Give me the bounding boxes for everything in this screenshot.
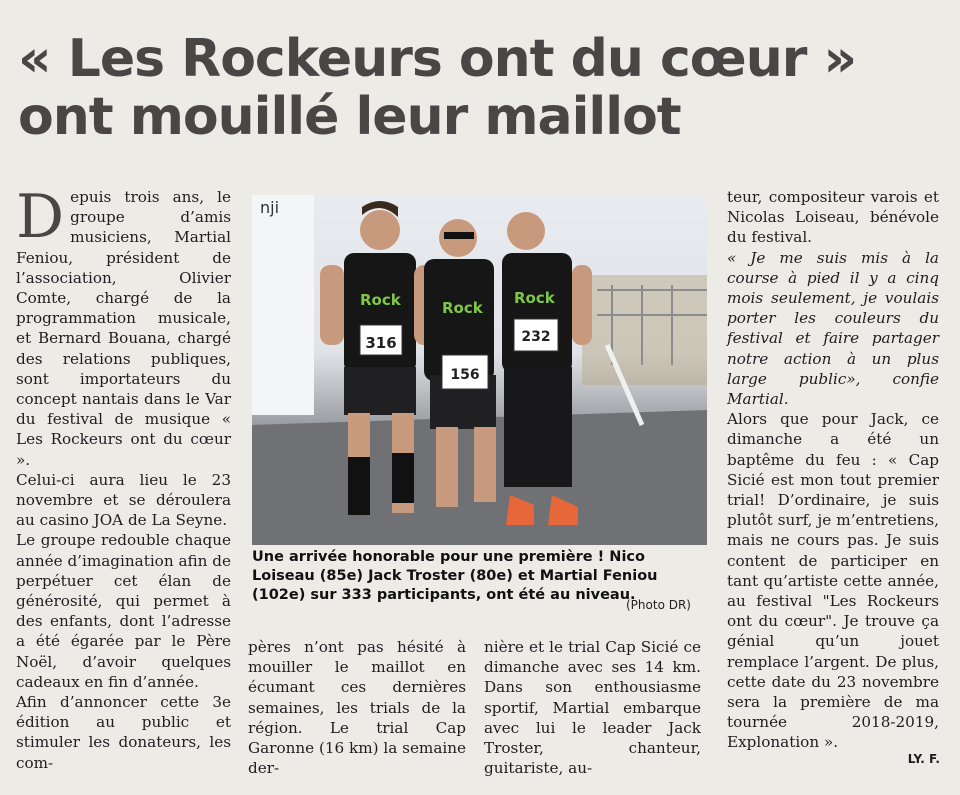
shirt-text-right: Rock xyxy=(514,289,555,307)
shirt-text-middle: Rock xyxy=(442,299,483,317)
bib-number-middle: 156 xyxy=(450,367,480,383)
paragraph-intro-text: epuis trois ans, le groupe d’amis musiciens, Martial Feniou, président de l’association, Olivier Comte, chargé de la programmation musicale, et Bernard Bouana, chargé des relations publiques, sont importateurs du concept nantais dans le Var du festival de musique « Les Rockeurs ont du cœur ». xyxy=(16,188,231,469)
article-column-1 xyxy=(16,182,231,773)
article-column-4 xyxy=(727,187,939,753)
paragraph-date: Celui-ci aura lieu le 23 novembre et se déroulera au casino JOA de La Seyne. xyxy=(16,470,231,530)
shirt-text-left: Rock xyxy=(360,291,401,309)
paragraph-intro xyxy=(16,182,231,470)
dropcap: D xyxy=(16,182,65,252)
bib-number-right: 232 xyxy=(521,329,551,345)
photo-caption: Une arrivée honorable pour une première ! Nico Loiseau (85e) Jack Troster (80e) et Martial Feniou (102e) sur 333 participants, ont été au niveau. xyxy=(252,549,658,603)
paragraph-group: Le groupe redouble chaque année d’imagination afin de perpétuer cet élan de générosité, qui permet à des enfants, dont l’adresse a été égarée par le Père Noël, d’avoir quelques cadeaux en fin d’année. xyxy=(16,531,231,691)
quote-martial: « Je me suis mis à la course à pied il y a cinq mois seulement, je voulais porter les couleurs du festival et faire partager notre action à un plus large public», confie Martial. xyxy=(727,248,939,409)
paragraph-edition: Afin d’annoncer cette 3e édition au public et stimuler les donateurs, les com- xyxy=(16,693,231,772)
paragraph-author: teur, compositeur varois et Nicolas Loiseau, bénévole du festival. xyxy=(727,188,939,247)
paragraph-trials: pères n’ont pas hésité à mouiller le maillot en écumant ces dernières semaines, les trials de la région. Le trial Cap Garonne (16 km) la semaine der- xyxy=(248,638,467,778)
paragraph-jack: Alors que pour Jack, ce dimanche a été un baptême du feu : « Cap Sicié est mon tout premier trial! D’ordinaire, je suis plutôt surf, je m’entretiens, mais ne cours pas. Je suis content de participer en tant qu’artiste cette année, au festival "Les Rockeurs ont du cœur". Je trouve ça génial qu’un jouet remplace l’argent. De plus, cette date du 23 novembre sera la première de ma tournée 2018-2019, Explonation ». xyxy=(727,410,939,752)
photo-trees xyxy=(582,275,707,385)
photo-banner xyxy=(252,195,314,415)
article-signature: LY. F. xyxy=(907,752,940,766)
photo-illustration xyxy=(252,195,707,545)
photo-banner-text: nji xyxy=(260,198,280,217)
headline xyxy=(18,30,948,146)
article-column-2 xyxy=(248,637,466,778)
bib-number-left: 316 xyxy=(365,334,397,352)
runners-photo xyxy=(252,195,707,545)
article-column-3 xyxy=(484,637,701,778)
paragraph-enthusiasm: nière et le trial Cap Sicié ce dimanche avec ses 14 km. Dans son enthousiasme sportif, Martial embarque avec lui le leader Jack Troster, chanteur, guitariste, au- xyxy=(484,638,701,778)
photo-credit: (Photo DR) xyxy=(626,598,691,612)
headline-line2: ont mouillé leur maillot xyxy=(18,87,681,147)
headline-line1: « Les Rockeurs ont du cœur » xyxy=(18,29,857,89)
